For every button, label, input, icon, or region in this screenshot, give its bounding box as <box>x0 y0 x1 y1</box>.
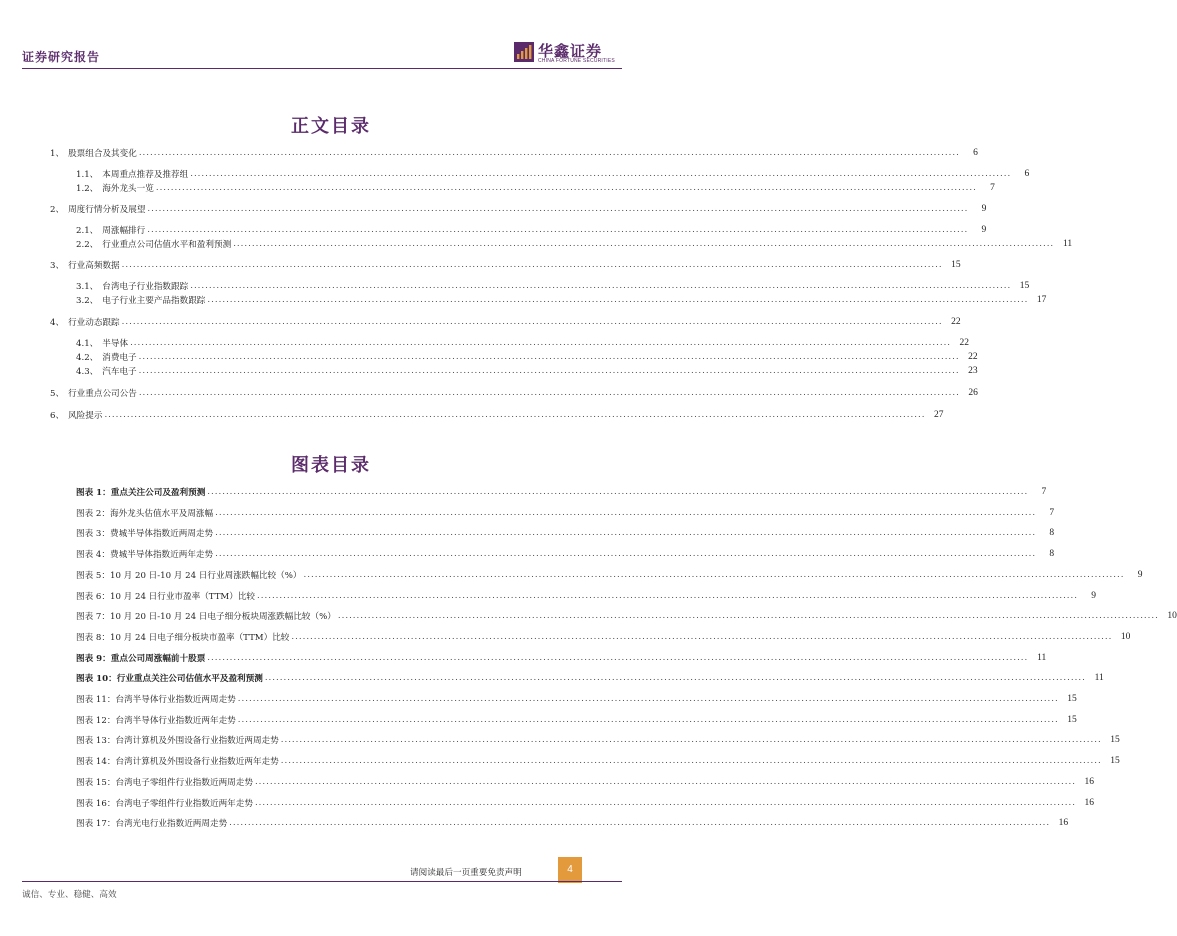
dot-leader: ............................................................................................................................................................................................................................ <box>257 590 1078 601</box>
dot-leader: ............................................................................................................................................................................................................................ <box>121 260 943 270</box>
toc-entry-label: 消费电子 <box>102 353 137 363</box>
dot-leader: ............................................................................................................................................................................................................................ <box>138 388 960 398</box>
dot-leader: ............................................................................................................................................................................................................................ <box>207 652 1029 663</box>
toc-entry-label: 周涨幅排行 <box>102 226 146 236</box>
page-number: 9 <box>981 225 987 235</box>
dot-leader: ............................................................................................................................................................................................................................ <box>147 225 969 235</box>
page-number: 10 <box>1120 631 1131 642</box>
toc-entry-number: 3.2、 <box>76 296 99 306</box>
page-number: 17 <box>1036 295 1047 305</box>
figure-entry-label: 图表 7：10 月 20 日-10 月 24 日电子细分板块周涨跌幅比较（%） <box>76 612 336 623</box>
toc-entry-number: 4.3、 <box>76 367 99 377</box>
page-number: 8 <box>1049 549 1055 560</box>
figure-entry[interactable] <box>76 816 1069 830</box>
footer-divider <box>22 881 622 882</box>
toc-entry[interactable] <box>76 350 978 364</box>
dot-leader: ............................................................................................................................................................................................................................ <box>254 797 1076 808</box>
dot-leader: ............................................................................................................................................................................................................................ <box>190 169 1012 179</box>
page-number: 27 <box>933 410 944 420</box>
figure-entry-label: 图表 10：行业重点关注公司估值水平及盈利预测 <box>76 674 263 685</box>
toc-entry-label: 台湾电子行业指数跟踪 <box>102 282 189 292</box>
page-number: 8 <box>1049 528 1055 539</box>
figure-entry-label: 图表 2：海外龙头估值水平及周涨幅 <box>76 508 214 519</box>
page-number: 15 <box>951 260 961 270</box>
page-number: 22 <box>968 352 978 362</box>
figure-entry[interactable] <box>76 733 1120 747</box>
company-logo <box>514 40 615 70</box>
toc-entry-number: 5、 <box>50 389 65 399</box>
toc-entry-number: 2.1、 <box>76 226 99 236</box>
figure-entry[interactable] <box>76 775 1094 789</box>
toc-entry[interactable] <box>50 408 944 422</box>
logo-chinese-name: 华鑫证券 <box>538 42 603 60</box>
figure-entry-label: 图表 8：10 月 24 日电子细分板块市盈率（TTM）比较 <box>76 632 290 643</box>
toc-entry-number: 4、 <box>50 318 65 328</box>
page-number-badge: 4 <box>558 857 582 883</box>
figure-entry[interactable] <box>76 526 1055 540</box>
toc-entry[interactable] <box>50 315 961 329</box>
dot-leader: ............................................................................................................................................................................................................................ <box>233 239 1055 249</box>
dot-leader: ............................................................................................................................................................................................................................ <box>291 631 1113 642</box>
toc-entry[interactable] <box>50 386 978 400</box>
page-number: 6 <box>1024 169 1030 179</box>
toc-entry-number: 6、 <box>50 411 65 421</box>
page-number: 9 <box>1137 569 1143 580</box>
dot-leader: ............................................................................................................................................................................................................................ <box>207 487 1029 497</box>
toc-entry[interactable] <box>76 293 1047 307</box>
figure-entry-label: 图表 15：台湾电子零组件行业指数近两周走势 <box>76 777 253 788</box>
figure-list-title: 图表目录 <box>291 455 371 476</box>
figure-entry-label: 图表 14：台湾计算机及外围设备行业指数近两年走势 <box>76 757 279 768</box>
toc-entry-number: 2、 <box>50 205 65 215</box>
toc-entry-label: 行业重点公司公告 <box>68 389 137 399</box>
toc-entry-label: 电子行业主要产品指数跟踪 <box>102 296 206 306</box>
figure-entry-label: 图表 17：台湾光电行业指数近两周走势 <box>76 819 228 830</box>
toc-entry[interactable] <box>50 258 961 272</box>
figure-entry[interactable] <box>76 609 1177 623</box>
toc-entry[interactable] <box>50 202 987 216</box>
dot-leader: ............................................................................................................................................................................................................................ <box>215 507 1037 518</box>
toc-entry-label: 行业动态跟踪 <box>68 318 120 328</box>
page-number: 11 <box>1037 652 1047 663</box>
page-number: 7 <box>990 183 995 193</box>
dot-leader: ............................................................................................................................................................................................................................ <box>215 549 1037 560</box>
dot-leader: ............................................................................................................................................................................................................................ <box>138 352 960 362</box>
dot-leader: ............................................................................................................................................................................................................................ <box>237 694 1059 704</box>
dot-leader: ............................................................................................................................................................................................................................ <box>138 366 960 376</box>
toc-entry-number: 1、 <box>50 149 65 159</box>
figure-entry[interactable] <box>76 568 1143 582</box>
figure-entry-label: 图表 11：台湾半导体行业指数近两周走势 <box>76 695 236 705</box>
figure-entry[interactable] <box>76 796 1094 810</box>
figure-entry[interactable] <box>76 589 1096 603</box>
toc-entry-number: 4.2、 <box>76 353 99 363</box>
figure-entry[interactable] <box>76 630 1131 644</box>
page-number: 16 <box>1058 818 1069 829</box>
page-number: 22 <box>959 338 970 348</box>
page-number: 11 <box>1094 673 1104 684</box>
toc-entry-number: 4.1、 <box>76 339 99 349</box>
page-number: 16 <box>1084 797 1094 808</box>
toc-entry-number: 2.2、 <box>76 240 99 250</box>
disclaimer-note: 请阅读最后一页重要免责声明 <box>410 868 522 878</box>
toc-entry-label: 行业重点公司估值水平和盈利预测 <box>102 240 232 250</box>
toc-entry[interactable] <box>76 167 1030 181</box>
dot-leader: ............................................................................................................................................................................................................................ <box>237 714 1059 725</box>
page-number: 15 <box>1110 756 1120 767</box>
toc-entry[interactable] <box>76 237 1073 251</box>
figure-entry-label: 图表 6：10 月 24 日行业市盈率（TTM）比较 <box>76 591 256 602</box>
toc-entry-label: 行业高频数据 <box>68 261 120 271</box>
toc-entry[interactable] <box>50 146 978 160</box>
dot-leader: ............................................................................................................................................................................................................................ <box>147 204 969 214</box>
page-number: 26 <box>968 388 978 398</box>
company-slogan: 诚信、专业、稳健、高效 <box>22 890 117 900</box>
dot-leader: ............................................................................................................................................................................................................................ <box>155 183 977 193</box>
page-number: 7 <box>1041 487 1047 497</box>
toc-entry[interactable] <box>76 181 995 195</box>
page-number: 9 <box>1091 590 1096 601</box>
dot-leader: ............................................................................................................................................................................................................................ <box>190 281 1012 291</box>
figure-entry-label: 图表 9：重点公司周涨幅前十股票 <box>76 653 206 664</box>
figure-entry-label: 图表 13：台湾计算机及外围设备行业指数近两周走势 <box>76 736 279 747</box>
report-type-label: 证券研究报告 <box>22 50 101 64</box>
dot-leader: ............................................................................................................................................................................................................................ <box>207 295 1029 305</box>
dot-leader: ............................................................................................................................................................................................................................ <box>280 756 1102 767</box>
figure-entry[interactable] <box>76 506 1055 520</box>
toc-entry-label: 海外龙头一览 <box>102 184 154 194</box>
toc-entry[interactable] <box>76 364 978 378</box>
dot-leader: ............................................................................................................................................................................................................................ <box>130 338 952 348</box>
toc-entry-label: 本周重点推荐及推荐组 <box>102 170 189 180</box>
toc-entry[interactable] <box>76 223 987 237</box>
toc-entry[interactable] <box>76 279 1030 293</box>
dot-leader: ............................................................................................................................................................................................................................ <box>280 735 1102 746</box>
figure-entry-label: 图表 5：10 月 20 日-10 月 24 日行业周涨跌幅比较（%） <box>76 570 302 581</box>
figure-entry[interactable] <box>76 692 1077 706</box>
page-number: 11 <box>1063 239 1073 249</box>
toc-entry-number: 3.1、 <box>76 282 99 292</box>
page-number: 15 <box>1067 694 1077 704</box>
page-number: 16 <box>1084 776 1094 787</box>
figure-entry[interactable] <box>76 651 1047 665</box>
page-number: 23 <box>968 366 978 376</box>
dot-leader: ............................................................................................................................................................................................................................ <box>303 569 1125 580</box>
page-number: 22 <box>951 317 961 327</box>
logo-english-name: CHINA FORTUNE SECURITIES <box>538 58 615 64</box>
dot-leader: ............................................................................................................................................................................................................................ <box>121 317 943 327</box>
toc-entry[interactable] <box>76 336 970 350</box>
page-number: 10 <box>1167 611 1177 622</box>
page-number: 15 <box>1110 735 1120 746</box>
figure-entry-label: 图表 1：重点关注公司及盈利预测 <box>76 488 206 498</box>
toc-entry-label: 股票组合及其变化 <box>68 149 137 159</box>
figure-entry[interactable] <box>76 547 1055 561</box>
page-number: 15 <box>1067 714 1077 725</box>
toc-entry-number: 1.2、 <box>76 184 99 194</box>
dot-leader: ............................................................................................................................................................................................................................ <box>229 818 1051 829</box>
dot-leader: ............................................................................................................................................................................................................................ <box>138 148 960 158</box>
dot-leader: ............................................................................................................................................................................................................................ <box>264 673 1086 684</box>
dot-leader: ............................................................................................................................................................................................................................ <box>104 410 926 420</box>
dot-leader: ............................................................................................................................................................................................................................ <box>254 776 1076 787</box>
page-number: 15 <box>1019 281 1030 291</box>
figure-entry[interactable] <box>76 485 1047 499</box>
page-number: 7 <box>1049 507 1055 518</box>
toc-title: 正文目录 <box>291 116 371 137</box>
toc-entry-number: 1.1、 <box>76 170 99 180</box>
figure-entry-label: 图表 3：费城半导体指数近两周走势 <box>76 529 214 540</box>
figure-entry-label: 图表 4：费城半导体指数近两年走势 <box>76 550 214 561</box>
figure-entry-label: 图表 16：台湾电子零组件行业指数近两年走势 <box>76 798 253 809</box>
figure-entry[interactable] <box>76 713 1077 727</box>
page-number: 6 <box>973 148 978 158</box>
figure-entry-label: 图表 12：台湾半导体行业指数近两年走势 <box>76 715 236 726</box>
figure-entry[interactable] <box>76 671 1104 685</box>
logo-mark-icon <box>514 42 534 62</box>
dot-leader: ............................................................................................................................................................................................................................ <box>215 528 1037 539</box>
header-divider <box>22 68 622 69</box>
toc-entry-label: 风险提示 <box>68 411 103 421</box>
dot-leader: ............................................................................................................................................................................................................................ <box>337 611 1159 622</box>
toc-entry-label: 汽车电子 <box>102 367 137 377</box>
toc-entry-label: 半导体 <box>102 339 129 349</box>
figure-entry[interactable] <box>76 754 1120 768</box>
toc-entry-label: 周度行情分析及展望 <box>68 205 146 215</box>
toc-entry-number: 3、 <box>50 261 65 271</box>
page-number: 9 <box>981 204 987 214</box>
